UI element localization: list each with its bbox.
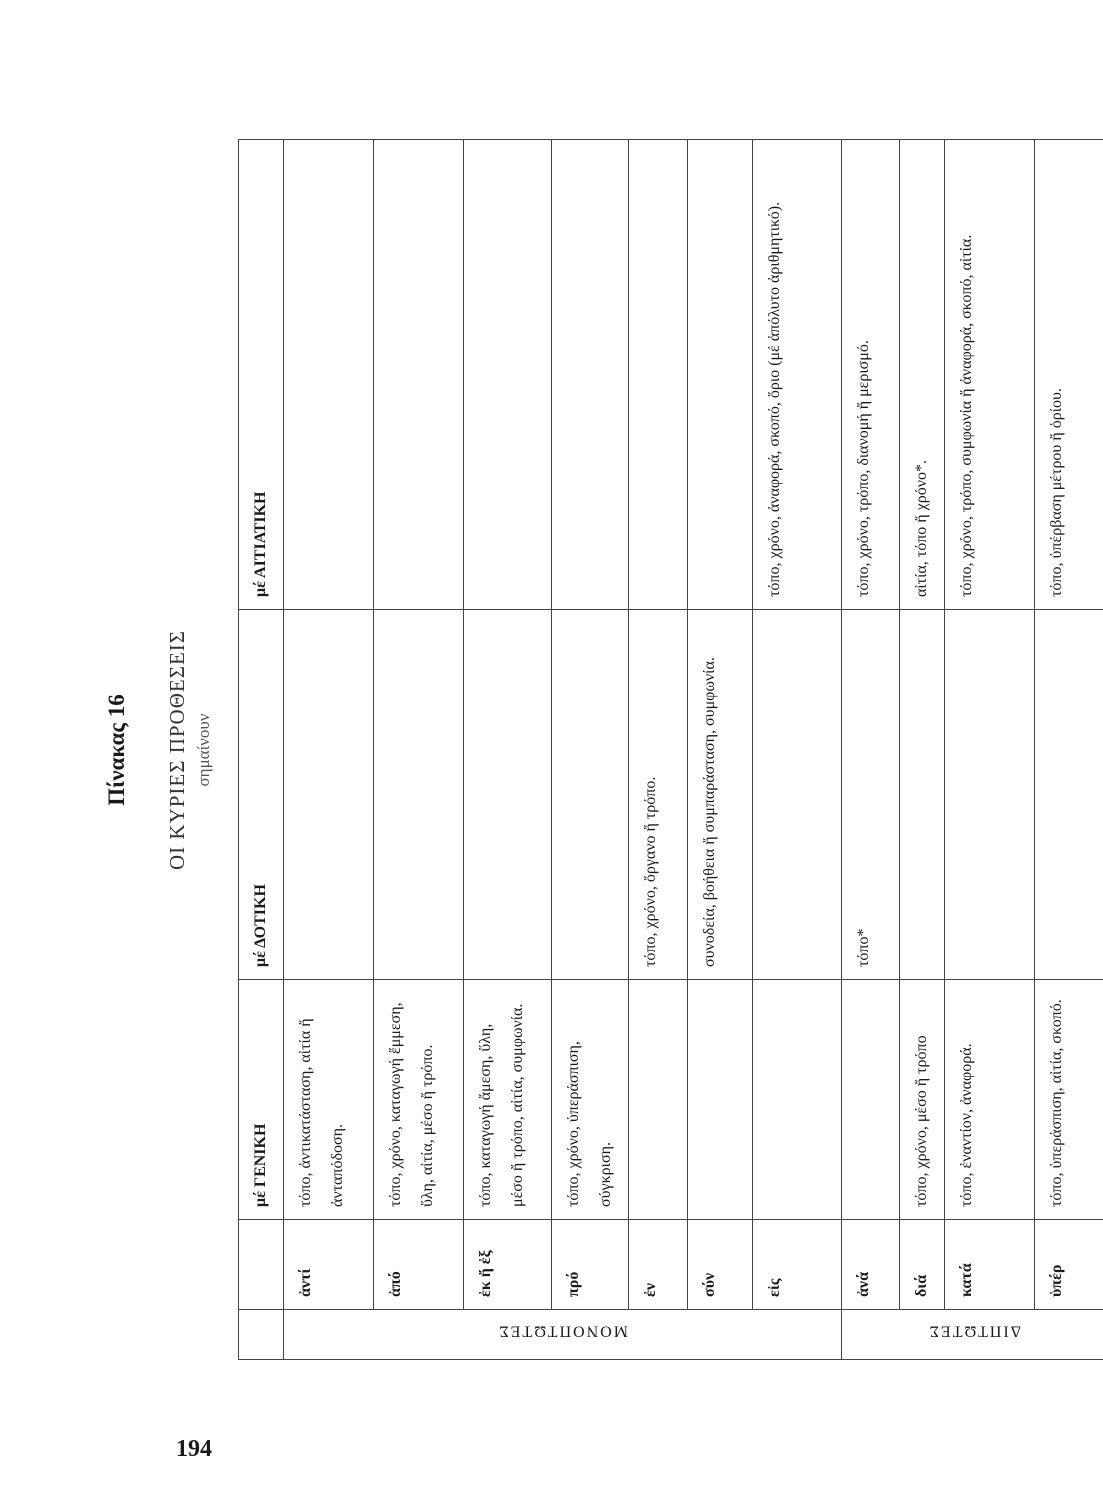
- page-number: 194: [176, 1436, 212, 1462]
- table-row: [753, 140, 842, 1360]
- accusative-cell: [464, 140, 552, 610]
- table-caption: σημαίνουν: [194, 713, 213, 787]
- group-label-monoptotes: ΜΟΝΟΠΤΩΤΕΣ: [284, 1310, 842, 1360]
- accusative-cell: αἰτία, τόπο ἤ χρόνο*.: [900, 140, 945, 610]
- dative-cell: [464, 610, 552, 980]
- table-row: [374, 140, 464, 1360]
- accusative-cell: [374, 140, 464, 610]
- table-row: [900, 140, 945, 1360]
- accusative-cell: τόπο, ὑπέρβαση μέτρου ἤ ὁρίου.: [1035, 140, 1103, 610]
- genitive-cell: τόπο, χρόνο, μέσο ἤ τρόπο: [900, 980, 945, 1220]
- preposition-cell: ἐν: [629, 1220, 688, 1310]
- genitive-cell: [688, 980, 753, 1220]
- dative-cell: [900, 610, 945, 980]
- accusative-cell: τόπο, χρόνο, ἀναφορά, σκοπό, ὅριο (μέ ἀπόλυτο ἀριθμητικό).: [753, 140, 842, 610]
- preposition-cell: ὑπέρ: [1035, 1220, 1103, 1310]
- dative-cell: [945, 610, 1035, 980]
- accusative-cell: [688, 140, 753, 610]
- accusative-cell: τόπο, χρόνο, τρόπο, διανομή ἤ μερισμό.: [842, 140, 900, 610]
- preposition-cell: ἀπό: [374, 1220, 464, 1310]
- dative-cell: [284, 610, 374, 980]
- dative-cell: [552, 610, 629, 980]
- genitive-cell: [842, 980, 900, 1220]
- header-accusative: μέ ΑΙΤΙΑΤΙΚΗ: [239, 140, 284, 610]
- genitive-cell: τόπο, ἐναντίον, ἀναφορά.: [945, 980, 1035, 1220]
- dative-cell: συνοδεία, βοήθεια ἤ συμπαράσταση, συμφωνία.: [688, 610, 753, 980]
- table-row: [688, 140, 753, 1360]
- genitive-cell: [629, 980, 688, 1220]
- prepositions-table: [238, 139, 1103, 1360]
- preposition-cell: κατά: [945, 1220, 1035, 1310]
- accusative-cell: [284, 140, 374, 610]
- genitive-cell: [753, 980, 842, 1220]
- preposition-cell: πρό: [552, 1220, 629, 1310]
- header-genitive: μέ ΓΕΝΙΚΗ: [239, 980, 284, 1220]
- header-dative: μέ ΔΟΤΙΚΗ: [239, 610, 284, 980]
- header-row: [239, 140, 284, 1360]
- table-row: [1035, 140, 1103, 1360]
- table-row: [945, 140, 1035, 1360]
- group-label-diptotes: ΔΙΠΤΩΤΕΣ: [842, 1310, 1103, 1360]
- genitive-cell: τόπο, καταγωγή ἄμεση, ὕλη, μέσο ἤ τρόπο, αἰτία, συμφωνία.: [464, 980, 552, 1220]
- preposition-cell: διά: [900, 1220, 945, 1310]
- preposition-cell: σύν: [688, 1220, 753, 1310]
- table-row: [629, 140, 688, 1360]
- genitive-cell: τόπο, ὑπεράσπιση, αἰτία, σκοπό.: [1035, 980, 1103, 1220]
- preposition-cell: εἰς: [753, 1220, 842, 1310]
- accusative-cell: [552, 140, 629, 610]
- dative-cell: τόπο*: [842, 610, 900, 980]
- preposition-cell: ἀντί: [284, 1220, 374, 1310]
- dative-cell: τόπο, χρόνο, ὄργανο ἤ τρόπο.: [629, 610, 688, 980]
- table-title: Πίνακας 16: [104, 694, 129, 806]
- table-row: [842, 140, 900, 1360]
- table-row: [464, 140, 552, 1360]
- genitive-cell: τόπο, ἀντικατάσταση, αἰτία ἤ ἀνταπόδοση.: [284, 980, 374, 1220]
- accusative-cell: τόπο, χρόνο, τρόπο, συμφωνία ἤ ἀναφορά, σκοπό, αἰτία.: [945, 140, 1035, 610]
- table-row: [284, 140, 374, 1360]
- rotated-page-content: [104, 140, 1065, 1360]
- preposition-cell: ἀνά: [842, 1220, 900, 1310]
- dative-cell: [374, 610, 464, 980]
- preposition-cell: ἐκ ἤ ἐξ: [464, 1220, 552, 1310]
- dative-cell: [1035, 610, 1103, 980]
- genitive-cell: τόπο, χρόνο, ὑπεράσπιση, σύγκριση.: [552, 980, 629, 1220]
- genitive-cell: τόπο, χρόνο, καταγωγή ἔμμεση, ὕλη, αἰτία, μέσο ἤ τρόπο.: [374, 980, 464, 1220]
- dative-cell: [753, 610, 842, 980]
- table-subtitle: ΟΙ ΚΥΡΙΕΣ ΠΡΟΘΕΣΕΙΣ: [165, 630, 189, 870]
- accusative-cell: [629, 140, 688, 610]
- table-row: [552, 140, 629, 1360]
